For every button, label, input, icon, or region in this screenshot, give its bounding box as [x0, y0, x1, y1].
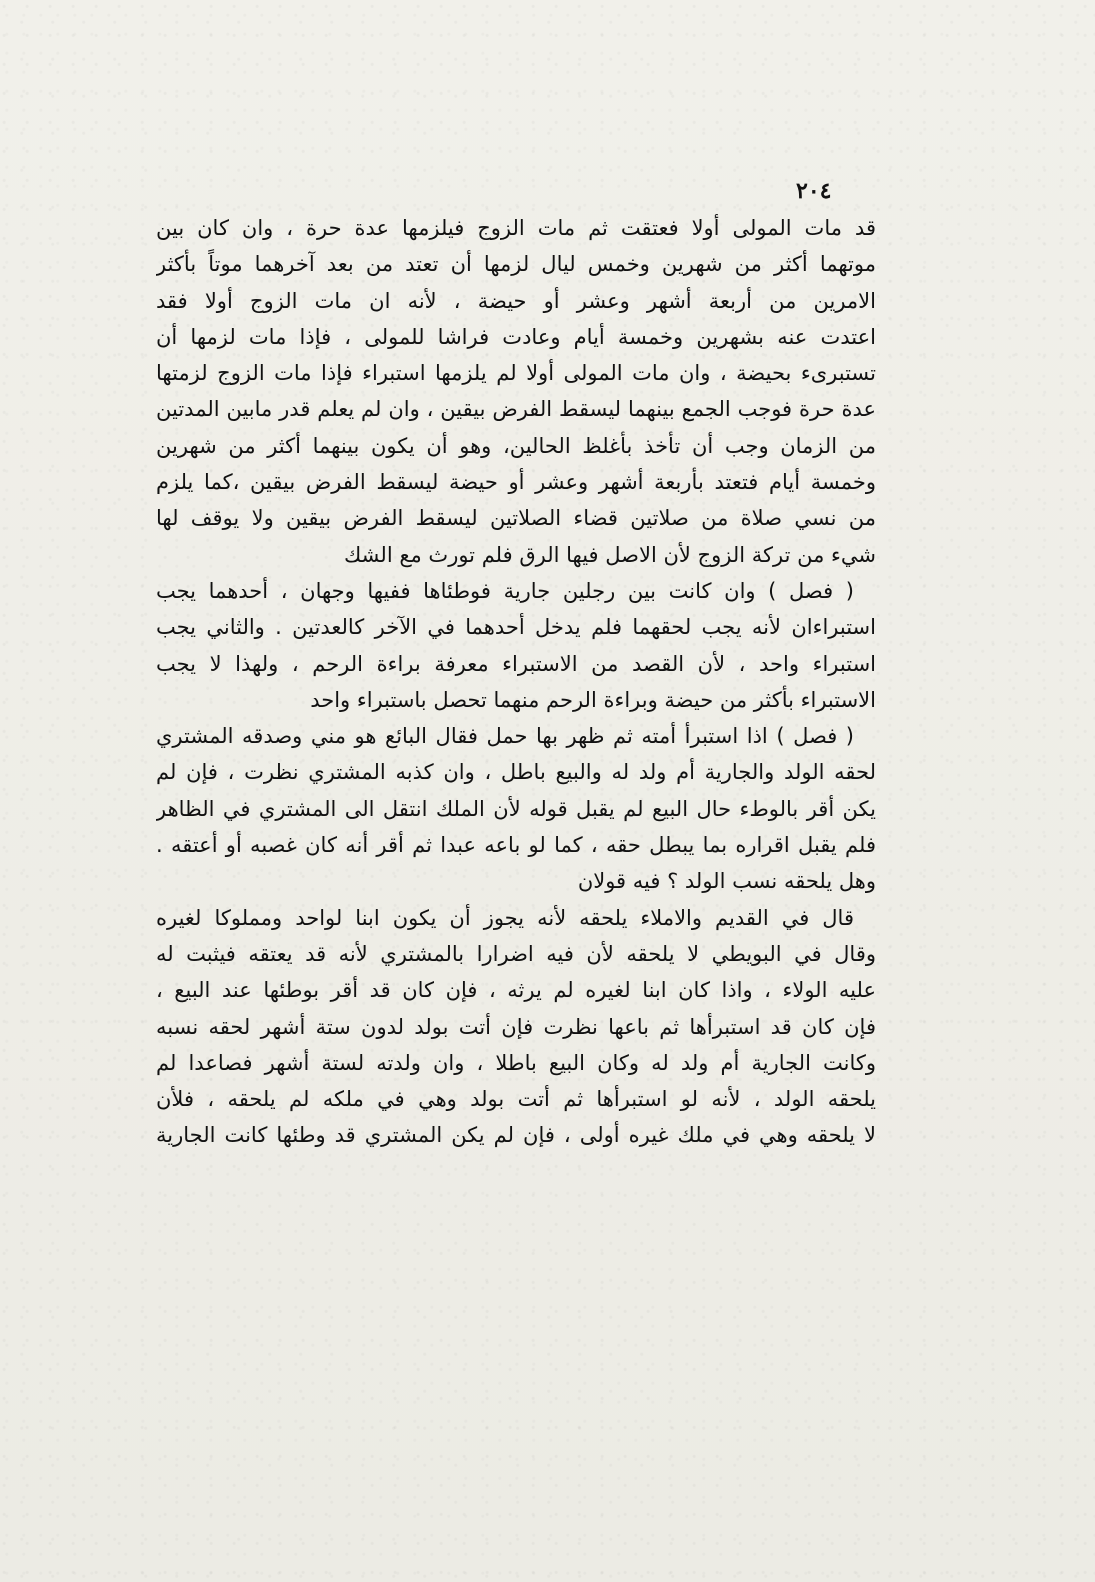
text-line: الامرين من أربعة أشهر وعشر أو حيضة ، لأنه ان مات الزوج أولا فقد	[156, 288, 876, 313]
text-line: لا يلحقه وهي في ملك غيره أولى ، فإن لم يكن المشتري قد وطئها كانت الجارية	[156, 1123, 876, 1148]
body-text	[156, 210, 876, 1154]
text-line: من الزمان وجب أن تأخذ بأغلظ الحالين، وهو أن يكون بينهما أكثر من شهرين	[156, 433, 876, 458]
text-line: موتهما أكثر من شهرين وخمس ليال لزمها أن تعتد من بعد آخرهما موتاً بأكثر	[156, 252, 876, 277]
text-line: فإن كان قد استبرأها ثم باعها نظرت فإن أتت بولد لدون ستة أشهر لحقه نسبه	[156, 1014, 876, 1039]
text-line: استبراءان لأنه يجب لحقهما فلم يدخل أحدهما في الآخر كالعدتين . والثاني يجب	[156, 615, 876, 640]
text-line: وقال في البويطي لا يلحقه لأن فيه اضرارا بالمشتري لأنه قد يعتقه فيثبت له	[156, 941, 876, 966]
text-line: ( فصل ) اذا استبرأ أمته ثم ظهر بها حمل فقال البائع هو مني وصدقه المشتري	[156, 724, 854, 749]
page-number: ٢٠٤	[796, 178, 832, 204]
text-line: عليه الولاء ، واذا كان ابنا لغيره لم يرثه ، فإن كان قد أقر بوطئها عند البيع ،	[156, 978, 876, 1003]
text-line: اعتدت عنه بشهرين وخمسة أيام وعادت فراشا للمولى ، فإذا مات لزمها أن	[156, 324, 876, 349]
text-line: قال في القديم والاملاء يلحقه لأنه يجوز أن يكون ابنا لواحد ومملوكا لغيره	[156, 905, 854, 930]
text-line: يلحقه الولد ، لأنه لو استبرأها ثم أتت بولد وهي في ملكه لم يلحقه ، فلأن	[156, 1087, 876, 1112]
text-line: عدة حرة فوجب الجمع بينهما ليسقط الفرض بيقين ، وان لم يعلم قدر مابين المدتين	[156, 397, 876, 422]
text-line: استبراء واحد ، لأن القصد من الاستبراء معرفة براءة الرحم ، ولهذا لا يجب	[156, 651, 876, 676]
text-line: قد مات المولى أولا فعتقت ثم مات الزوج فيلزمها عدة حرة ، وان كان بين	[156, 216, 876, 240]
text-line: تستبرىء بحيضة ، وان مات المولى أولا لم يلزمها استبراء فإذا مات الزوج لزمتها	[156, 361, 876, 386]
text-line: فلم يقبل اقراره بما يبطل حقه ، كما لو باعه عبدا ثم أقر أنه كان غصبه أو أعتقه .	[156, 833, 876, 858]
text-line: الاستبراء بأكثر من حيضة وبراءة الرحم منهما تحصل باستبراء واحد	[310, 687, 876, 712]
text-line: ( فصل ) وان كانت بين رجلين جارية فوطئاها ففيها وجهان ، أحدهما يجب	[156, 578, 854, 603]
text-line: وخمسة أيام فتعتد بأربعة أشهر وعشر أو حيضة ليسقط الفرض بيقين ،كما يلزم	[156, 470, 876, 495]
text-line: لحقه الولد والجارية أم ولد له والبيع باطل ، وان كذبه المشتري نظرت ، فإن لم	[156, 760, 876, 785]
text-line: من نسي صلاة من صلاتين قضاء الصلاتين ليسقط الفرض بيقين ولا يوقف لها	[156, 506, 876, 531]
text-line: وكانت الجارية أم ولد له وكان البيع باطلا ، وان ولدته لستة أشهر فصاعدا لم	[156, 1050, 876, 1075]
text-line: شيء من تركة الزوج لأن الاصل فيها الرق فلم تورث مع الشك	[343, 542, 876, 567]
text-line: يكن أقر بالوطء حال البيع لم يقبل قوله لأن الملك انتقل الى المشتري في الظاهر	[156, 796, 876, 821]
text-line: وهل يلحقه نسب الولد ؟ فيه قولان	[577, 869, 876, 894]
